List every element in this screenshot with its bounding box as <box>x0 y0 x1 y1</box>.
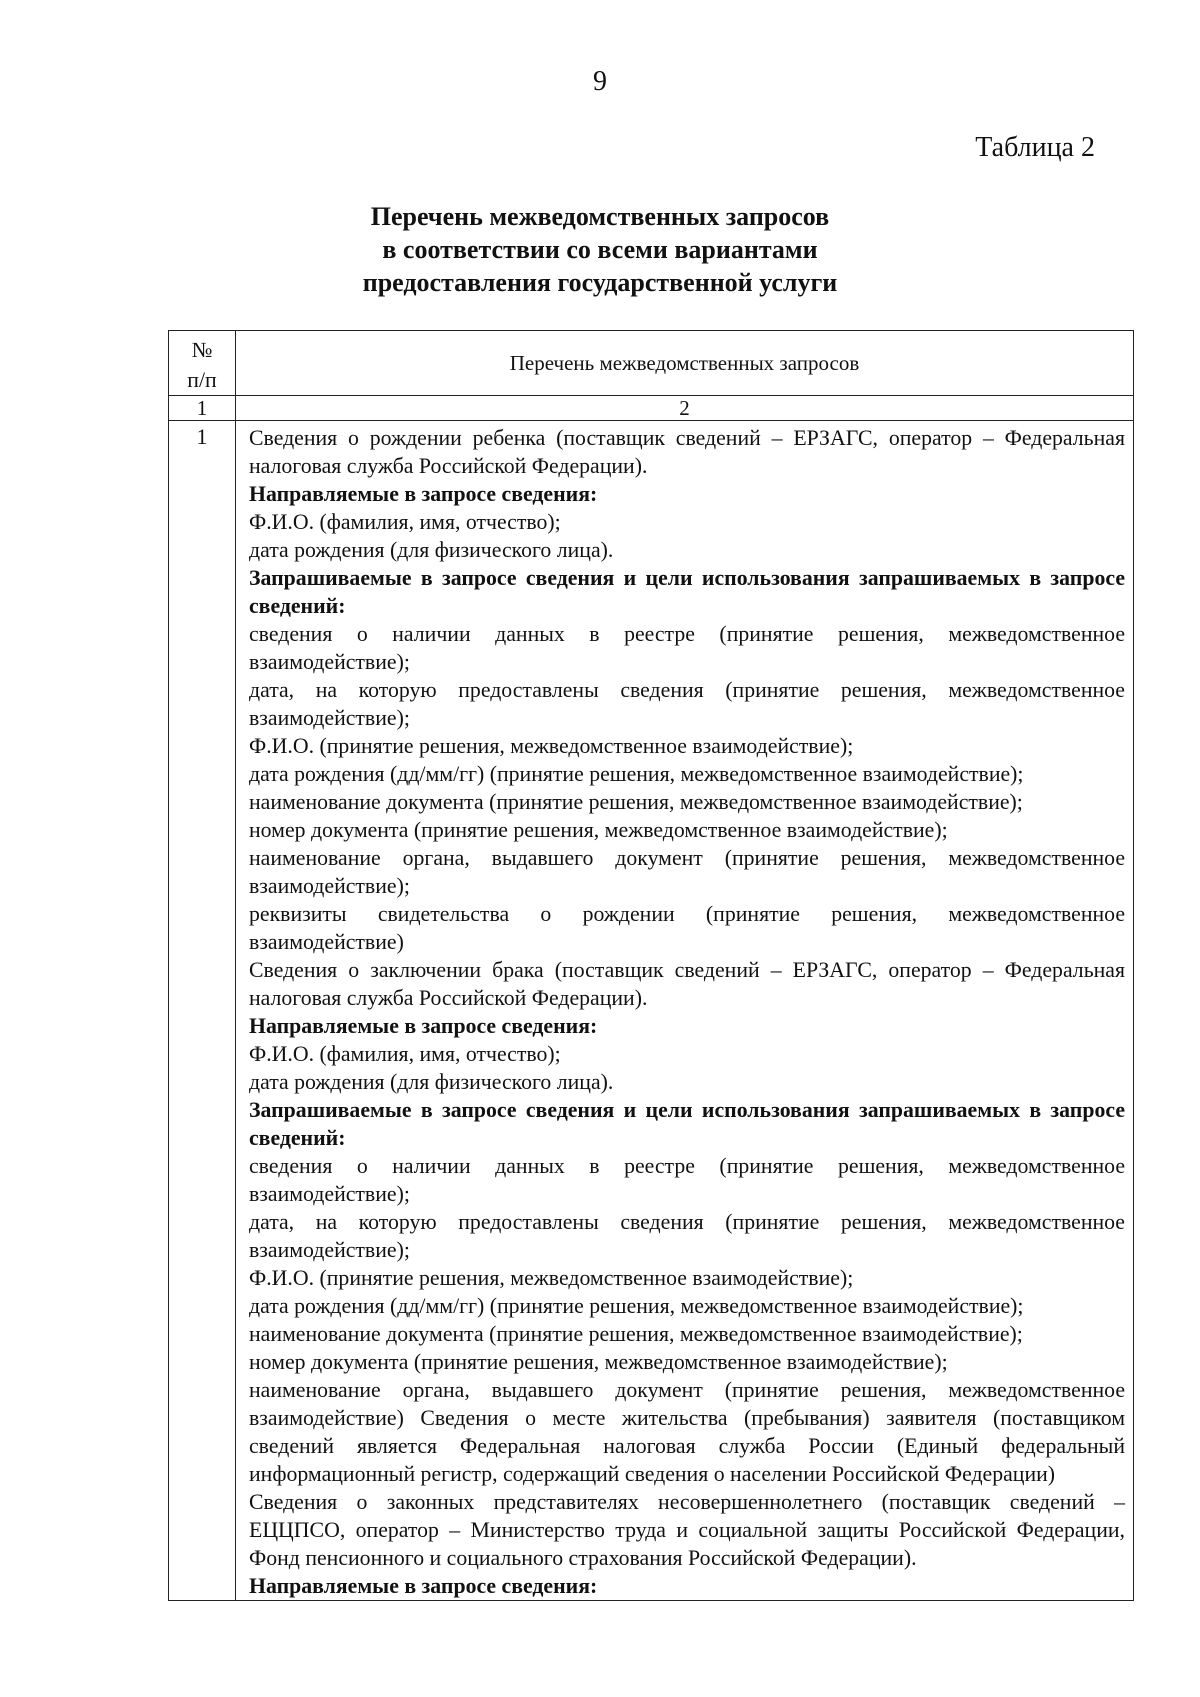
content-paragraph: номер документа (принятие решения, межведомственное взаимодействие); <box>249 818 948 842</box>
table-index-row <box>169 396 1134 421</box>
content-paragraph: наименование органа, выдавшего документ (принятие решения, межведомственное взаимодействие) Сведения о месте жительства (пребывания) заявителя (поставщиком сведений является Федеральная налоговая служба России (Единый федеральный информационный регистр, содержащий сведения о населении Российской Федерации) <box>249 1378 1125 1486</box>
content-paragraph: Сведения о рождении ребенка (поставщик сведений – ЕРЗАГС, оператор – Федеральная налоговая служба Российской Федерации). <box>249 426 1125 478</box>
requests-table <box>168 330 1134 1601</box>
section-heading: Запрашиваемые в запросе сведения и цели использования запрашиваемых в запросе сведений: <box>249 1098 1125 1150</box>
header-num-symbol: № <box>191 338 213 362</box>
section-heading: Направляемые в запросе сведения: <box>249 1574 598 1598</box>
content-paragraph: Ф.И.О. (фамилия, имя, отчество); <box>249 510 561 534</box>
row-number: 1 <box>169 421 236 1601</box>
row-content <box>236 421 1134 1601</box>
content-paragraph: реквизиты свидетельства о рождении (принятие решения, межведомственное взаимодействие) <box>249 902 1125 954</box>
section-heading: Направляемые в запросе сведения: <box>249 482 598 506</box>
index-cell-1: 1 <box>169 396 236 421</box>
content-paragraph: дата, на которую предоставлены сведения (принятие решения, межведомственное взаимодействие); <box>249 1210 1125 1262</box>
content-paragraph: Ф.И.О. (принятие решения, межведомственное взаимодействие); <box>249 734 854 758</box>
content-paragraph: дата рождения (для физического лица). <box>249 538 614 562</box>
title-line: предоставления государственной услуги <box>362 268 838 297</box>
page-number: 9 <box>593 66 607 97</box>
content-paragraph: Ф.И.О. (фамилия, имя, отчество); <box>249 1042 561 1066</box>
index-cell-2: 2 <box>236 396 1134 421</box>
content-paragraph: дата рождения (дд/мм/гг) (принятие решения, межведомственное взаимодействие); <box>249 1294 1024 1318</box>
table-row <box>169 421 1134 1601</box>
table-label: Таблица 2 <box>975 132 1095 163</box>
content-paragraph: Сведения о заключении брака (поставщик сведений – ЕРЗАГС, оператор – Федеральная налоговая служба Российской Федерации). <box>249 958 1125 1010</box>
header-text-cell: Перечень межведомственных запросов <box>236 331 1134 396</box>
title-line: Перечень межведомственных запросов <box>370 202 830 231</box>
content-paragraph: номер документа (принятие решения, межведомственное взаимодействие); <box>249 1350 948 1374</box>
content-paragraph: дата рождения (для физического лица). <box>249 1070 614 1094</box>
content-paragraph: сведения о наличии данных в реестре (принятие решения, межведомственное взаимодействие); <box>249 1154 1125 1206</box>
table-header-row <box>169 331 1134 396</box>
header-num-abbr: п/п <box>187 368 217 392</box>
content-paragraph: Сведения о законных представителях несовершеннолетнего (поставщик сведений – ЕЦЦПСО, оператор – Министерство труда и социальной защиты Российской Федерации, Фонд пенсионного и социального страхования Российской Федерации). <box>249 1490 1125 1570</box>
section-heading: Направляемые в запросе сведения: <box>249 1014 598 1038</box>
header-num-cell <box>169 331 236 396</box>
content-paragraph: дата, на которую предоставлены сведения (принятие решения, межведомственное взаимодействие); <box>249 678 1125 730</box>
document-title <box>0 200 1200 299</box>
content-paragraph: наименование документа (принятие решения, межведомственное взаимодействие); <box>249 1322 1023 1346</box>
content-paragraph: сведения о наличии данных в реестре (принятие решения, межведомственное взаимодействие); <box>249 622 1125 674</box>
content-paragraph: Ф.И.О. (принятие решения, межведомственное взаимодействие); <box>249 1266 854 1290</box>
title-line: в соответствии со всеми вариантами <box>382 235 818 264</box>
section-heading: Запрашиваемые в запросе сведения и цели использования запрашиваемых в запросе сведений: <box>249 566 1125 618</box>
content-paragraph: дата рождения (дд/мм/гг) (принятие решения, межведомственное взаимодействие); <box>249 762 1024 786</box>
content-paragraph: наименование органа, выдавшего документ (принятие решения, межведомственное взаимодействие); <box>249 846 1125 898</box>
content-paragraph: наименование документа (принятие решения, межведомственное взаимодействие); <box>249 790 1023 814</box>
